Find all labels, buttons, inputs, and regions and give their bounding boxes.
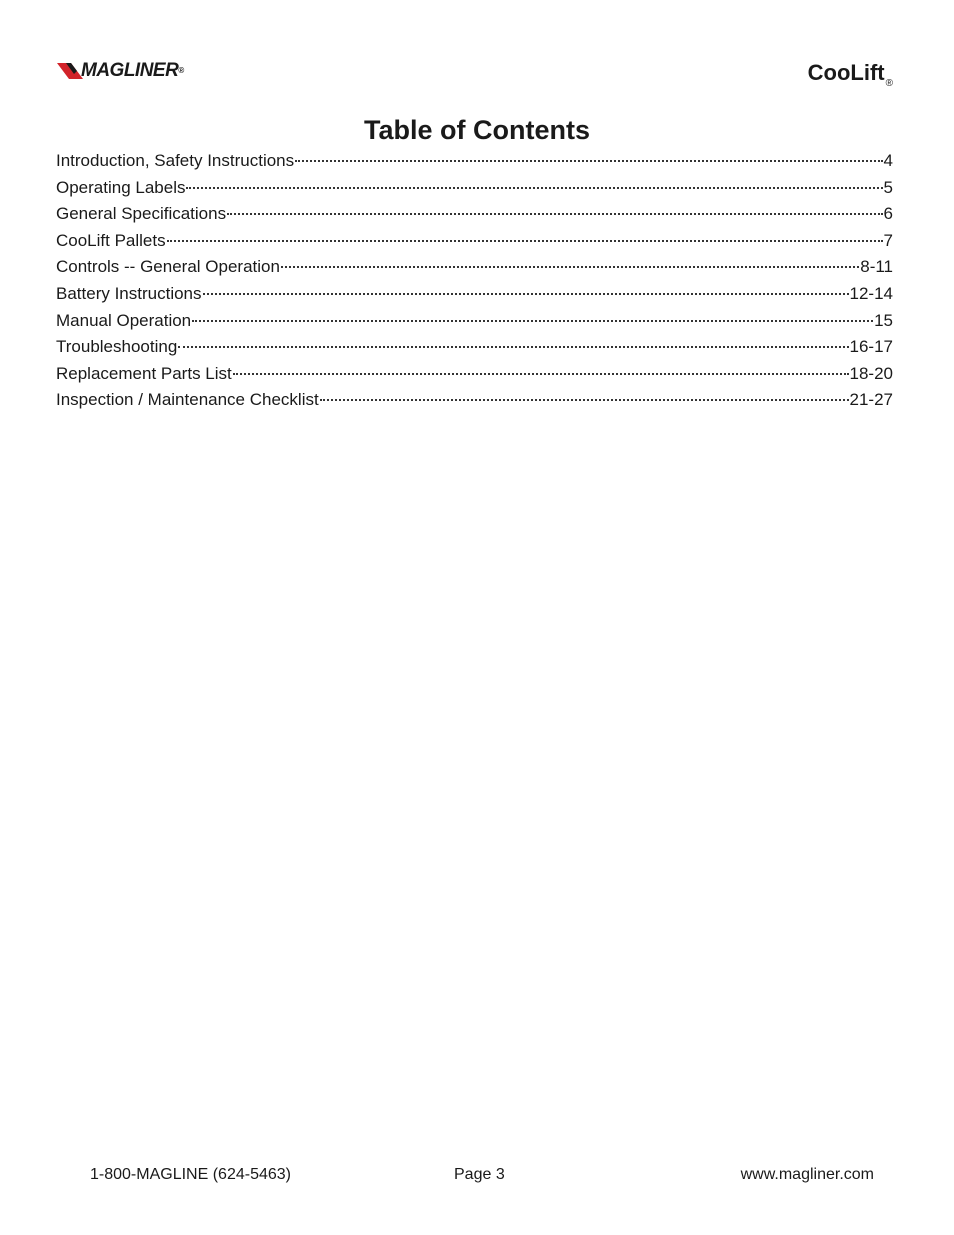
dot-leader (192, 320, 873, 322)
toc-entry-page: 8-11 (860, 257, 893, 277)
toc-entry-page: 6 (883, 204, 893, 224)
dot-leader (233, 373, 849, 375)
brand-registered-mark: ® (178, 66, 185, 75)
toc-entry-label: Controls -- General Operation (56, 257, 280, 277)
magliner-logo (57, 60, 184, 82)
product-title: CooLift (807, 60, 885, 85)
toc-entry-label: Operating Labels (56, 177, 186, 197)
magliner-chevron-icon (57, 62, 83, 80)
toc-entry[interactable] (56, 361, 893, 388)
toc-entry-label: Battery Instructions (56, 283, 202, 303)
toc-entry[interactable] (56, 308, 893, 335)
page-footer (0, 1166, 954, 1190)
toc-entry-page: 5 (883, 177, 893, 197)
toc-entry-label: CooLift Pallets (56, 230, 166, 250)
toc-entry[interactable] (56, 281, 893, 308)
footer-phone: 1-800-MAGLINE (624-5463) (90, 1166, 291, 1183)
dot-leader (178, 346, 848, 348)
toc-entry-page: 18-20 (849, 363, 893, 383)
brand-name: MAGLINER (81, 60, 179, 81)
toc-entry[interactable] (56, 148, 893, 175)
toc-entry[interactable] (56, 334, 893, 361)
toc-entry-label: Manual Operation (56, 310, 192, 330)
toc-entry[interactable] (56, 387, 893, 414)
toc-entry-page: 7 (883, 230, 893, 250)
dot-leader (167, 240, 883, 242)
dot-leader (295, 160, 882, 162)
dot-leader (227, 213, 882, 215)
toc-entry[interactable] (56, 254, 893, 281)
product-name (808, 60, 893, 97)
dot-leader (320, 399, 849, 401)
footer-website-link[interactable]: www.magliner.com (740, 1166, 874, 1183)
toc-entry-page: 12-14 (849, 283, 893, 303)
footer-page-number: Page 3 (454, 1166, 505, 1183)
dot-leader (281, 266, 859, 268)
dot-leader (203, 293, 849, 295)
toc-entry-label: Introduction, Safety Instructions (56, 151, 295, 170)
page-header (0, 0, 954, 110)
toc-entry[interactable] (56, 201, 893, 228)
toc-entry-label: General Specifications (56, 204, 227, 224)
toc-entry-page: 4 (883, 151, 893, 170)
product-registered-mark: ® (885, 78, 893, 89)
toc-entry[interactable] (56, 228, 893, 255)
toc-entry-label: Troubleshooting (56, 337, 178, 357)
table-of-contents (56, 148, 893, 414)
toc-entry-label: Replacement Parts List (56, 363, 232, 383)
toc-entry[interactable] (56, 175, 893, 202)
dot-leader (186, 187, 882, 189)
toc-entry-page: 15 (874, 310, 893, 330)
toc-entry-page: 21-27 (849, 390, 893, 410)
toc-entry-page: 16-17 (849, 337, 893, 357)
page-title: Table of Contents (364, 115, 590, 145)
toc-entry-label: Inspection / Maintenance Checklist (56, 390, 319, 410)
